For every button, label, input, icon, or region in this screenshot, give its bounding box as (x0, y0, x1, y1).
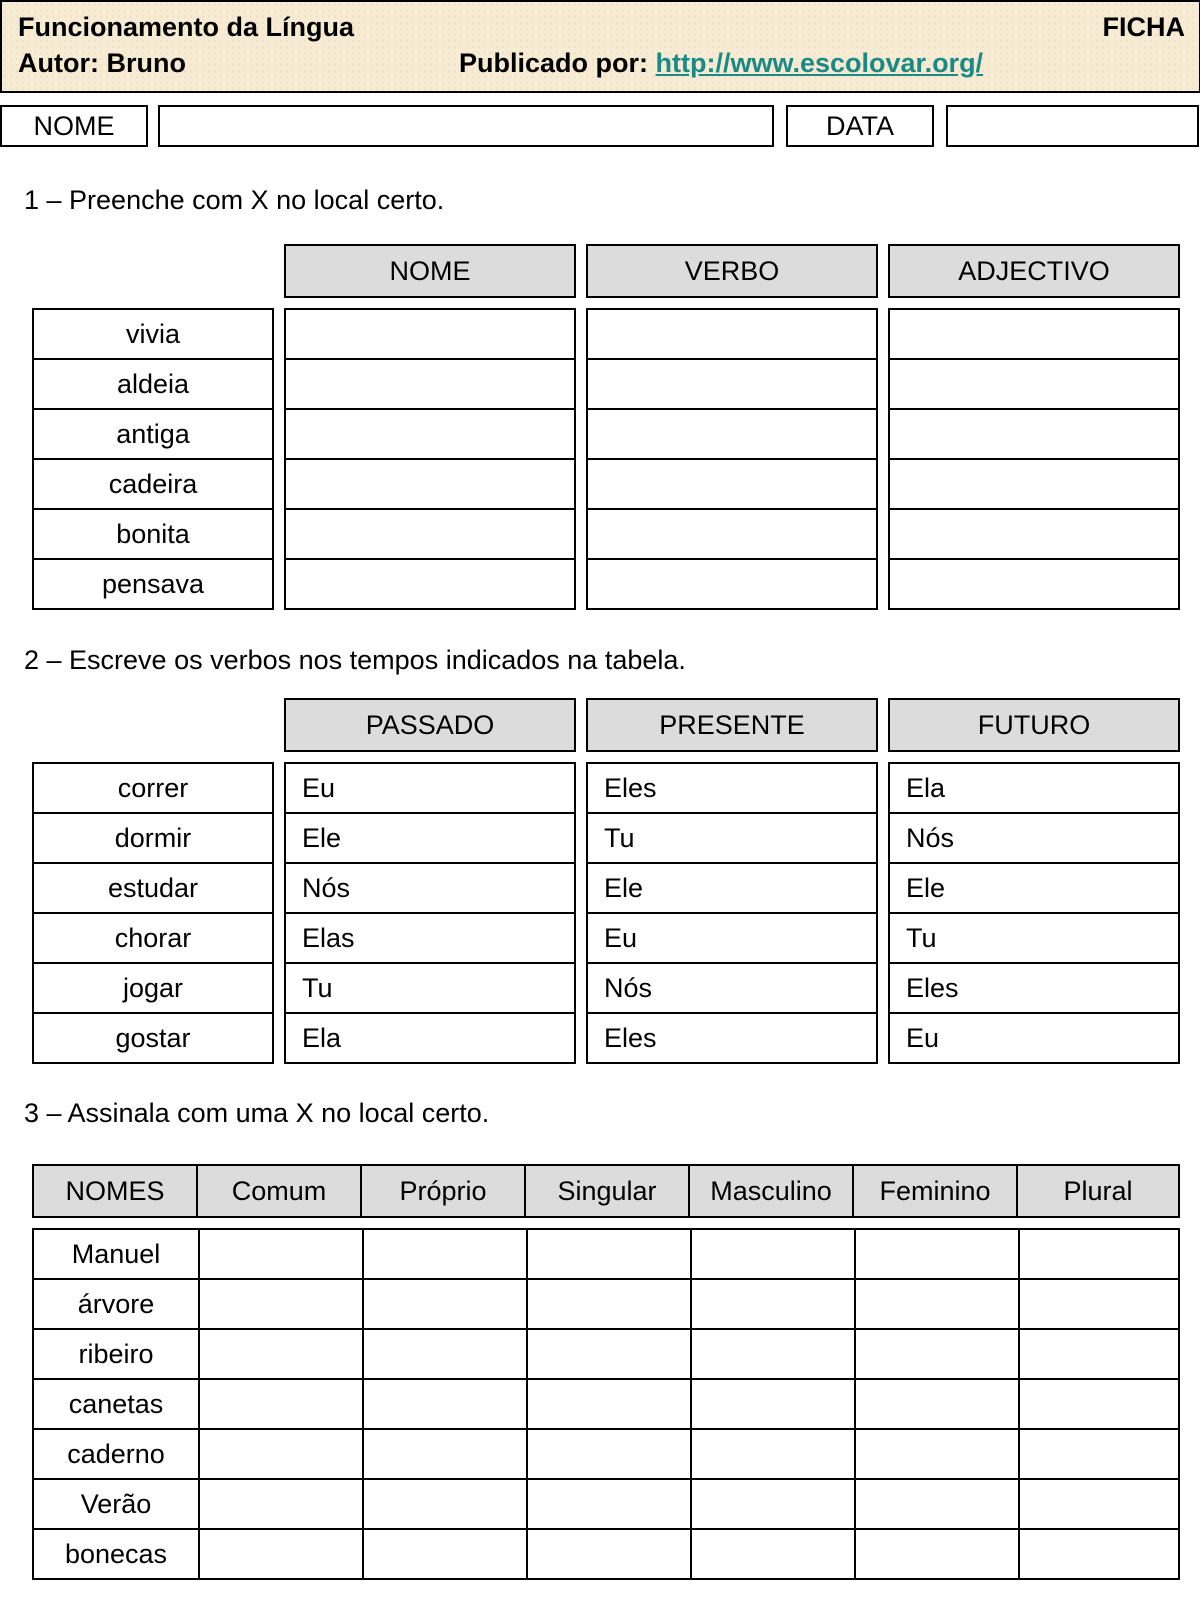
ex3-column-header: Singular (524, 1164, 690, 1218)
ex3-column-header: Feminino (852, 1164, 1018, 1218)
ex1-column-header: ADJECTIVO (888, 244, 1180, 298)
ex1-answer-cell[interactable] (286, 560, 574, 610)
ex3-body (32, 1228, 1180, 1580)
ex2-word-cell: jogar (34, 964, 272, 1014)
ex1-answer-cell[interactable] (286, 410, 574, 460)
ex3-answer-cell[interactable] (526, 1380, 692, 1430)
ex1-answer-cell[interactable] (890, 460, 1178, 510)
ex2-answer-cell[interactable]: Nós (890, 814, 1178, 864)
ex2-answer-cell[interactable]: Eles (588, 764, 876, 814)
ex1-answer-cell[interactable] (286, 360, 574, 410)
ex2-word-cell: dormir (34, 814, 272, 864)
ex2-column-header: PRESENTE (586, 698, 878, 752)
ex3-answer-cell[interactable] (690, 1480, 856, 1530)
ex2-answer-cell[interactable]: Ela (302, 1023, 342, 1053)
ex2-word-cell: estudar (34, 864, 272, 914)
ex1-word-cell: antiga (34, 410, 272, 460)
ex2-answer-cell[interactable]: Tu (286, 964, 574, 1014)
ex3-column-header: NOMES (32, 1164, 198, 1218)
ex3-answer-cell[interactable] (362, 1230, 528, 1280)
ex1-word-cell: cadeira (34, 460, 272, 510)
ex2-answer-cell[interactable]: Tu (890, 914, 1178, 964)
ex2-answer-cell[interactable]: Eu (588, 914, 876, 964)
ex3-answer-cell[interactable] (1018, 1430, 1178, 1480)
ex1-answer-column (586, 308, 878, 610)
ex1-word-cell: vivia (34, 310, 272, 360)
ex2-answer-cell[interactable]: Tu (588, 814, 876, 864)
author-label: Autor: Bruno (18, 48, 186, 78)
ex3-answer-cell[interactable] (362, 1280, 528, 1330)
ex1-answer-cell[interactable] (890, 560, 1178, 610)
ex1-answer-cell[interactable] (890, 360, 1178, 410)
ex3-answer-cell[interactable] (1018, 1330, 1178, 1380)
ex3-answer-cell[interactable] (854, 1280, 1020, 1330)
ex3-column-header: Próprio (360, 1164, 526, 1218)
worksheet-type-label: FICHA (1102, 12, 1185, 42)
ex3-answer-cell[interactable] (526, 1230, 692, 1280)
ex2-word-cell: chorar (34, 914, 272, 964)
ex3-answer-cell[interactable] (526, 1480, 692, 1530)
ex1-answer-cell[interactable] (588, 510, 876, 560)
ex1-answer-cell[interactable] (286, 460, 574, 510)
ex3-noun-cell: canetas (34, 1380, 200, 1430)
ex3-answer-cell[interactable] (854, 1330, 1020, 1380)
ex3-noun-cell: Verão (34, 1480, 200, 1530)
name-label: NOME (0, 105, 148, 147)
ex2-answer-cell[interactable]: Ele (286, 814, 574, 864)
ex3-answer-cell[interactable] (526, 1430, 692, 1480)
ex2-answer-cell[interactable]: Ele (890, 864, 1178, 914)
ex3-answer-cell[interactable] (526, 1330, 692, 1380)
ex2-answer-column (284, 762, 576, 1064)
ex3-noun-cell: caderno (34, 1430, 200, 1480)
ex1-answer-cell[interactable] (890, 510, 1178, 560)
ex1-answer-cell[interactable] (890, 410, 1178, 460)
ex2-answer-cell[interactable]: Nós (286, 864, 574, 914)
ex2-word-column (32, 762, 274, 1064)
ex3-noun-cell: Manuel (34, 1230, 200, 1280)
ex2-answer-cell[interactable]: Ela (890, 764, 1178, 814)
ex3-answer-cell[interactable] (362, 1430, 528, 1480)
worksheet-header (0, 0, 1200, 93)
ex3-answer-cell[interactable] (690, 1280, 856, 1330)
ex1-word-column (32, 308, 274, 610)
ex3-column-header: Comum (196, 1164, 362, 1218)
ex3-noun-cell: árvore (34, 1280, 200, 1330)
ex3-answer-cell[interactable] (1018, 1480, 1178, 1530)
ex3-answer-cell[interactable] (854, 1230, 1020, 1280)
ex3-answer-cell[interactable] (198, 1530, 364, 1580)
ex1-column-header: NOME (284, 244, 576, 298)
ex3-answer-cell[interactable] (1018, 1230, 1178, 1280)
ex3-answer-cell[interactable] (854, 1480, 1020, 1530)
publisher-link[interactable]: http://www.escolovar.org/ (655, 48, 984, 78)
ex1-answer-cell[interactable] (588, 360, 876, 410)
ex1-answer-cell[interactable] (588, 310, 876, 360)
ex3-column-header: Plural (1016, 1164, 1180, 1218)
ex1-answer-cell[interactable] (588, 410, 876, 460)
exercise1-instruction: 1 – Preenche com X no local certo. (24, 185, 445, 215)
ex1-answer-column (284, 308, 576, 610)
ex1-answer-cell[interactable] (286, 310, 574, 360)
ex2-answer-column (888, 762, 1180, 1064)
ex3-answer-cell[interactable] (198, 1230, 364, 1280)
ex2-word-cell: gostar (115, 1023, 191, 1053)
ex3-noun-cell: bonecas (34, 1530, 200, 1580)
exercise2-instruction: 2 – Escreve os verbos nos tempos indicados na tabela. (24, 645, 686, 675)
ex1-word-cell: bonita (34, 510, 272, 560)
ex2-column-header: FUTURO (888, 698, 1180, 752)
ex3-noun-cell: ribeiro (34, 1330, 200, 1380)
ex2-answer-cell[interactable]: Eu (906, 1023, 940, 1053)
ex3-answer-cell[interactable] (690, 1530, 856, 1580)
ex1-word-cell: aldeia (34, 360, 272, 410)
ex3-answer-cell[interactable] (854, 1430, 1020, 1480)
ex3-answer-cell[interactable] (854, 1380, 1020, 1430)
ex3-answer-cell[interactable] (198, 1380, 364, 1430)
ex3-answer-cell[interactable] (362, 1480, 528, 1530)
ex3-answer-cell[interactable] (198, 1480, 364, 1530)
ex3-answer-cell[interactable] (690, 1230, 856, 1280)
publisher-line (459, 48, 983, 79)
ex2-answer-column (586, 762, 878, 1064)
ex2-column-header: PASSADO (284, 698, 576, 752)
ex3-answer-cell[interactable] (362, 1530, 528, 1580)
ex3-answer-cell[interactable] (526, 1280, 692, 1330)
ex2-answer-cell[interactable]: Elas (286, 914, 574, 964)
name-field[interactable] (158, 105, 774, 147)
ex3-column-header: Masculino (688, 1164, 854, 1218)
ex2-word-cell: correr (34, 764, 272, 814)
ex3-answer-cell[interactable] (690, 1330, 856, 1380)
ex3-answer-cell[interactable] (362, 1380, 528, 1430)
ex3-answer-cell[interactable] (690, 1380, 856, 1430)
ex2-answer-cell[interactable]: Eles (604, 1023, 657, 1053)
ex3-answer-cell[interactable] (1018, 1530, 1178, 1580)
ex3-answer-cell[interactable] (198, 1330, 364, 1380)
ex3-answer-cell[interactable] (198, 1430, 364, 1480)
ex1-answer-cell[interactable] (588, 460, 876, 510)
ex1-column-header: VERBO (586, 244, 878, 298)
ex3-answer-cell[interactable] (854, 1530, 1020, 1580)
exercise3-instruction: 3 – Assinala com uma X no local certo. (24, 1098, 490, 1128)
ex2-answer-cell[interactable]: Nós (588, 964, 876, 1014)
date-field[interactable] (946, 105, 1199, 147)
ex3-answer-cell[interactable] (362, 1330, 528, 1380)
ex3-answer-cell[interactable] (1018, 1280, 1178, 1330)
date-label: DATA (786, 105, 934, 147)
ex2-answer-cell[interactable]: Eles (890, 964, 1178, 1014)
ex3-answer-cell[interactable] (526, 1530, 692, 1580)
ex1-word-cell: pensava (101, 569, 205, 599)
ex2-answer-cell[interactable]: Eu (286, 764, 574, 814)
worksheet-title: Funcionamento da Língua (18, 12, 354, 42)
ex1-answer-cell[interactable] (588, 560, 876, 610)
ex1-answer-cell[interactable] (890, 310, 1178, 360)
ex1-answer-cell[interactable] (286, 510, 574, 560)
ex3-answer-cell[interactable] (198, 1280, 364, 1330)
publisher-label: Publicado por: (459, 48, 648, 78)
ex3-answer-cell[interactable] (690, 1430, 856, 1480)
ex1-answer-column (888, 308, 1180, 610)
ex3-answer-cell[interactable] (1018, 1380, 1178, 1430)
ex2-answer-cell[interactable]: Ele (588, 864, 876, 914)
